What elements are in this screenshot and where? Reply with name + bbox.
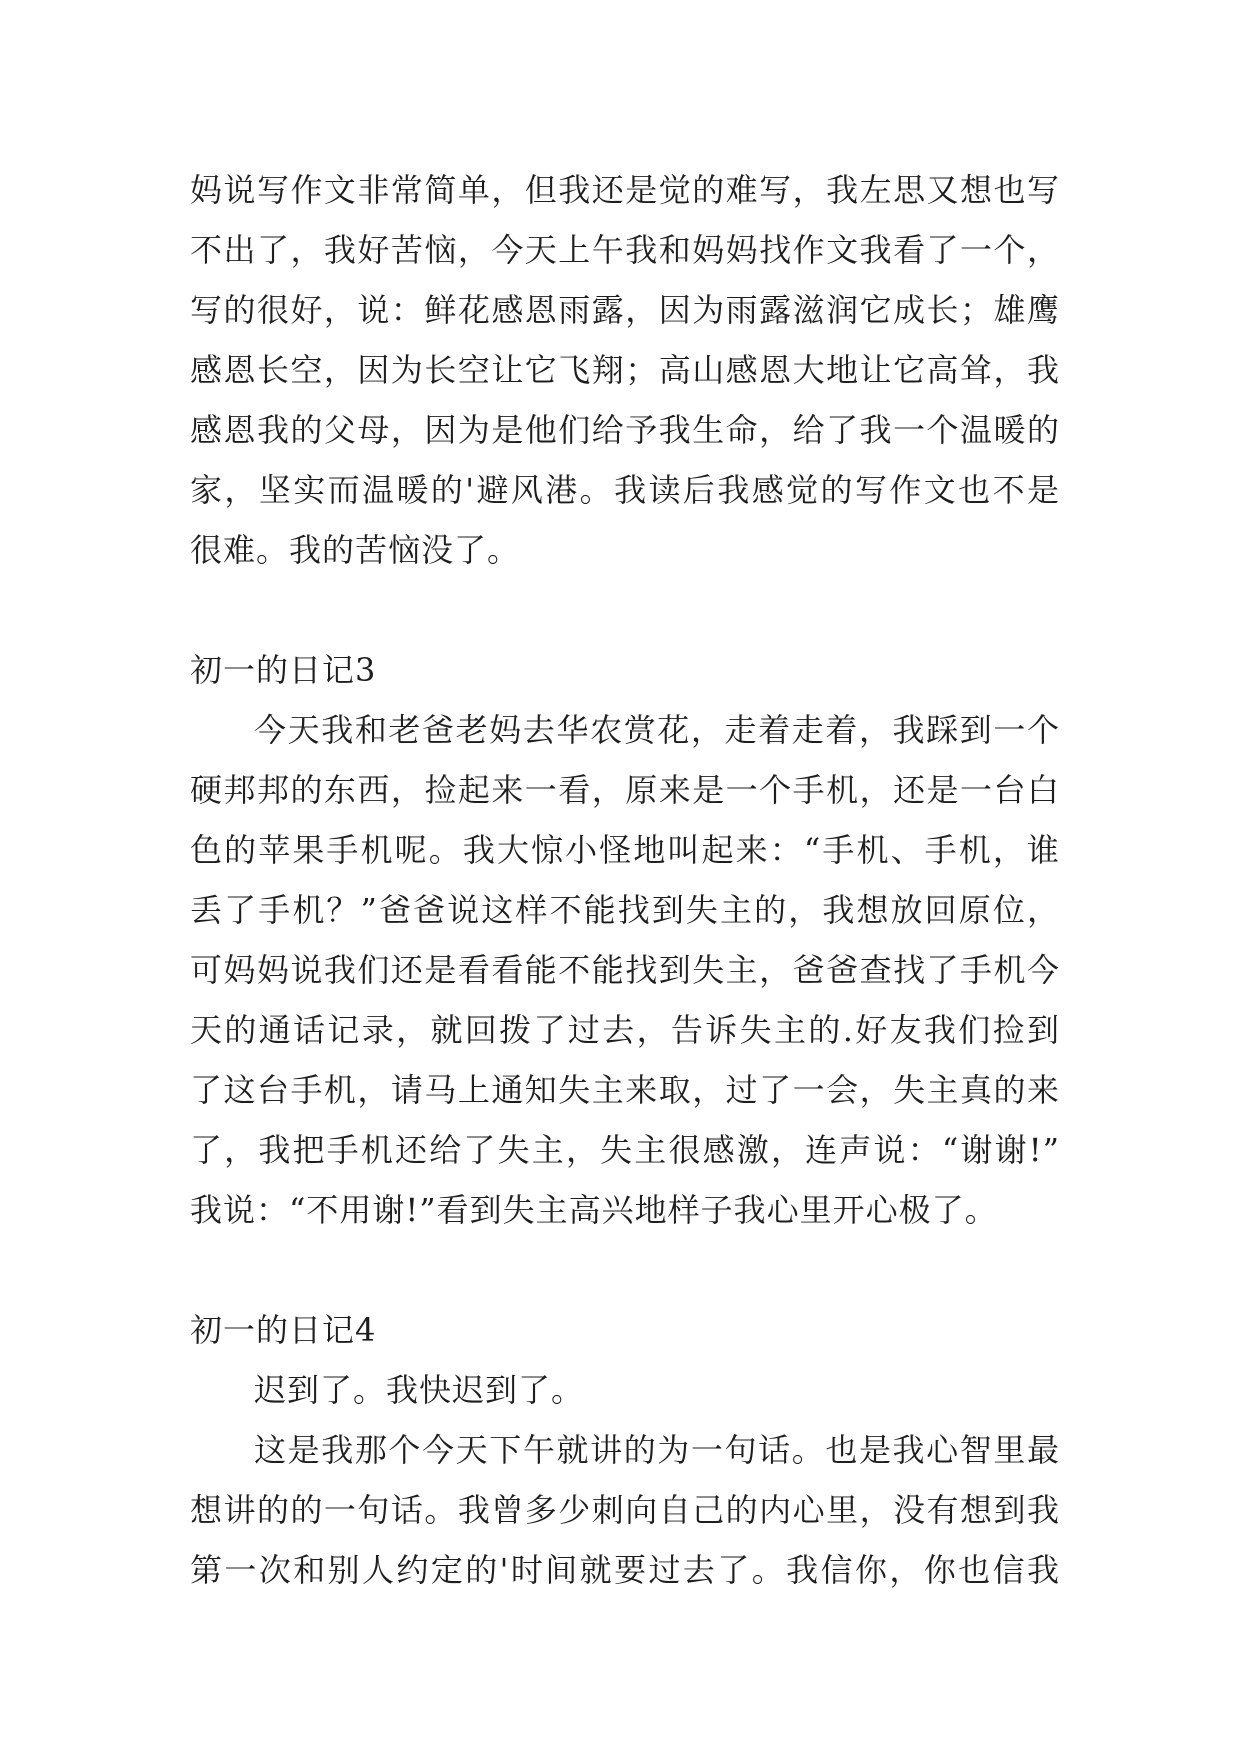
diary-3-line-1: 今天我和老爸老妈去华农赏花，走着走着，我踩到一个 (254, 711, 1060, 749)
intro-line-4: 感恩长空，因为长空让它飞翔；高山感恩大地让它高耸，我 (190, 351, 1060, 389)
diary-3-line-2: 硬邦邦的东西，捡起来一看，原来是一个手机，还是一台白 (190, 771, 1060, 809)
diary-3-line-4: 丢了手机？”爸爸说这样不能找到失主的，我想放回原位， (190, 891, 1060, 929)
document-body (190, 160, 1060, 1600)
diary-3-line-7: 了这台手机，请马上通知失主来取，过了一会，失主真的来 (190, 1071, 1060, 1109)
diary-3-title: 初一的日记3 (190, 651, 377, 689)
intro-line-7: 很难。我的苦恼没了。 (190, 531, 521, 569)
diary-3-line-9: 我说：“不用谢!”看到失主高兴地样子我心里开心极了。 (190, 1191, 998, 1229)
diary-4-title: 初一的日记4 (190, 1311, 377, 1349)
diary-4-line-2: 想讲的的一句话。我曾多少刺向自己的内心里，没有想到我 (190, 1491, 1060, 1529)
diary-3-line-8: 了，我把手机还给了失主，失主很感激，连声说：“谢谢!” (190, 1131, 1060, 1169)
intro-line-2: 不出了，我好苦恼，今天上午我和妈妈找作文我看了一个， (190, 231, 1060, 269)
diary-3-line-6: 天的通话记录，就回拨了过去，告诉失主的.好友我们捡到 (190, 1011, 1060, 1049)
diary-3-line-5: 可妈妈说我们还是看看能不能找到失主，爸爸查找了手机今 (190, 951, 1060, 989)
intro-line-1: 妈说写作文非常简单，但我还是觉的难写，我左思又想也写 (190, 171, 1060, 209)
intro-line-5: 感恩我的父母，因为是他们给予我生命，给了我一个温暖的 (190, 411, 1060, 449)
intro-line-3: 写的很好，说：鲜花感恩雨露，因为雨露滋润它成长；雄鹰 (190, 291, 1060, 329)
section-spacer (190, 1240, 1060, 1300)
section-spacer (190, 580, 1060, 640)
diary-3-line-3: 色的苹果手机呢。我大惊小怪地叫起来：“手机、手机，谁 (190, 831, 1060, 869)
diary-4-line-1: 这是我那个今天下午就讲的为一句话。也是我心智里最 (254, 1431, 1060, 1469)
diary-4-line-3: 第一次和别人约定的'时间就要过去了。我信你，你也信我 (190, 1551, 1060, 1589)
intro-line-6: 家，坚实而温暖的'避风港。我读后我感觉的写作文也不是 (190, 471, 1060, 509)
diary-4-paragraph-1: 迟到了。我快迟到了。 (254, 1371, 585, 1409)
